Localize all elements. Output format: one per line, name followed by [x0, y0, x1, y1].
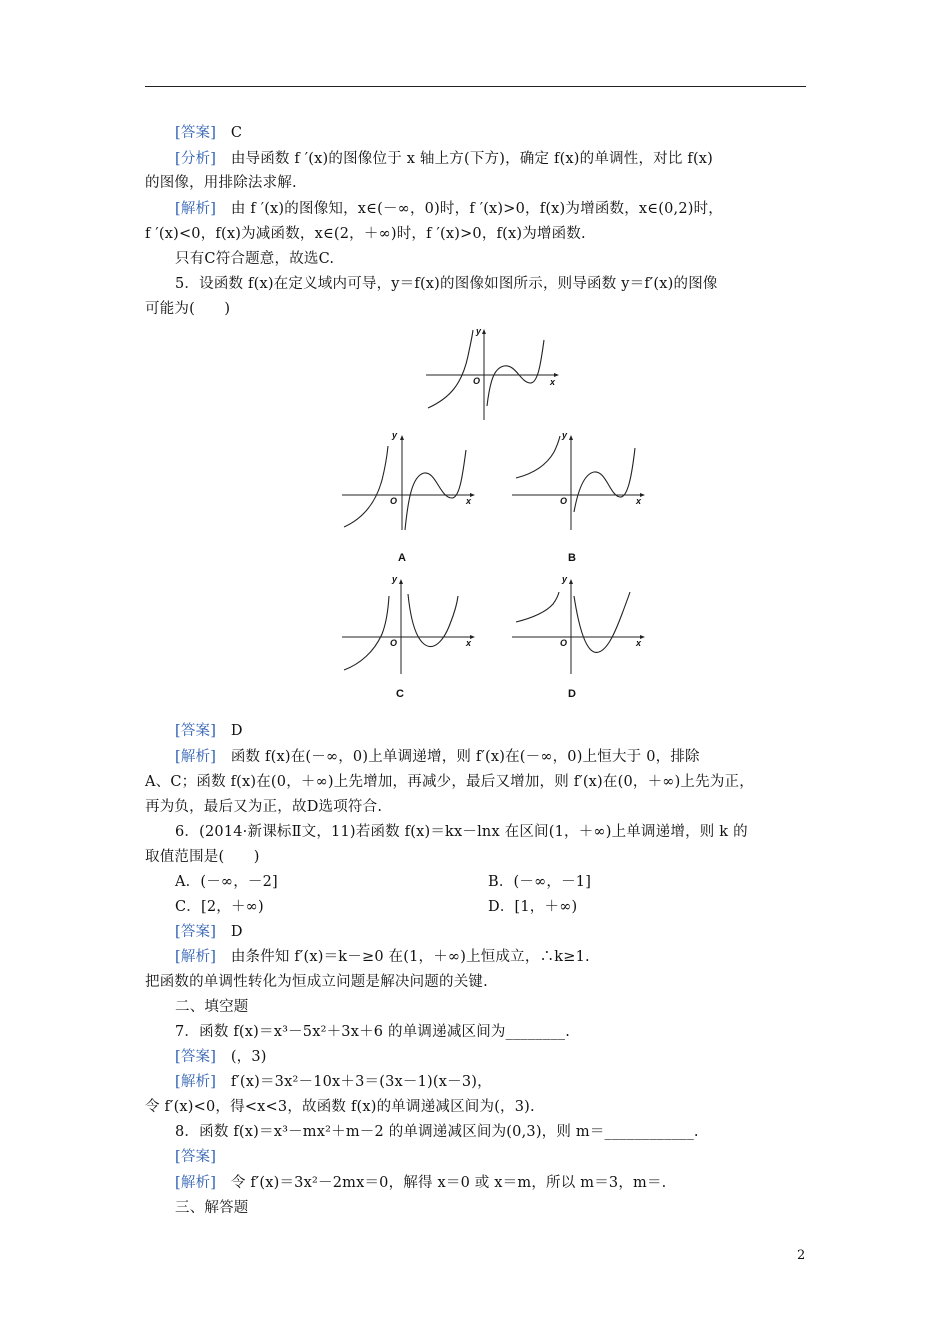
- solution-8: [解析] 令 f′(x)＝3x²－2mx＝0，解得 x＝0 或 x＝m，所以 m＝3，m＝.: [175, 1175, 667, 1191]
- answer-7: [答案] (，3): [175, 1049, 267, 1065]
- solution-7: [解析] f′(x)＝3x²－10x＋3＝(3x－1)(x－3)，: [175, 1074, 492, 1090]
- axis-y-label: y: [392, 430, 398, 440]
- section-tag: [解析]: [175, 749, 217, 765]
- solution-6: [解析] 由条件知 f′(x)＝k－≥0 在(1，＋∞)上恒成立，∴k≥1.: [175, 949, 590, 965]
- axis-y-label: y: [392, 574, 398, 584]
- analysis-4-cont: 的图像，用排除法求解.: [145, 175, 297, 191]
- answer-8: [175, 1148, 216, 1166]
- axis-x-label: x: [636, 496, 642, 506]
- origin-label: O: [560, 496, 568, 506]
- option-c-label: C: [396, 688, 404, 700]
- figure-option-a: [338, 430, 478, 564]
- page-number: 2: [797, 1248, 806, 1263]
- header-rule: [145, 86, 806, 87]
- origin-label: O: [390, 496, 398, 506]
- option-a-label: A: [398, 552, 406, 564]
- option-d-label: D: [568, 688, 576, 700]
- axis-x-label: x: [550, 377, 556, 387]
- question-5: 5．设函数 f(x)在定义域内可导，y＝f(x)的图像如图所示，则导函数 y＝f′(x)的图像: [175, 276, 718, 292]
- section-tag: [答案]: [175, 924, 217, 940]
- axis-x-label: x: [466, 638, 472, 648]
- solution-4: [解析] 由 f ′(x)的图像知，x∈(－∞，0)时，f ′(x)>0，f(x)为增函数，x∈(0,2)时，: [175, 201, 723, 217]
- solution-7-cont: 令 f′(x)<0，得<x<3，故函数 f(x)的单调递减区间为(，3).: [145, 1099, 535, 1115]
- origin-label: O: [560, 638, 568, 648]
- axis-y-label: y: [562, 574, 568, 584]
- question-5-cont: 可能为( ): [145, 301, 231, 317]
- origin-label: O: [390, 638, 398, 648]
- analysis-4: [分析] 由导函数 f ′(x)的图像位于 x 轴上方(下方)，确定 f(x)的单调性，对比 f(x): [175, 151, 714, 167]
- option-6-b: B．(－∞，－1]: [488, 874, 592, 890]
- solution-6-note: 把函数的单调性转化为恒成立问题是解决问题的关键.: [145, 974, 488, 990]
- solution-4-conclusion: 只有C符合题意，故选C.: [175, 251, 335, 267]
- solution-4-cont: f ′(x)<0，f(x)为减函数，x∈(2，＋∞)时，f ′(x)>0，f(x)为增函数.: [145, 226, 586, 242]
- section-tag: [答案]: [175, 1049, 217, 1065]
- section-solve: 三、解答题: [175, 1200, 249, 1216]
- figure-option-d: [508, 574, 648, 700]
- answer-6: [答案] D: [175, 924, 243, 940]
- section-tag: [答案]: [175, 723, 217, 739]
- figure-option-b: [508, 430, 648, 564]
- option-6-a: A．(－∞，－2]: [175, 874, 278, 890]
- answer-4: [答案] C: [175, 125, 243, 141]
- question-7: 7．函数 f(x)＝x³－5x²＋3x＋6 的单调递减区间为________.: [175, 1024, 571, 1040]
- section-tag: [分析]: [175, 151, 217, 167]
- option-6-d: D．[1，＋∞): [488, 899, 578, 915]
- axis-x-label: x: [466, 496, 472, 506]
- section-tag: [答案]: [175, 125, 217, 141]
- question-8: 8．函数 f(x)＝x³－mx²＋m－2 的单调递减区间为(0,3)，则 m＝____________.: [175, 1124, 699, 1140]
- origin-label: O: [473, 376, 481, 386]
- question-6: 6．(2014·新课标Ⅱ文，11)若函数 f(x)＝kx－lnx 在区间(1，＋∞)上单调递增，则 k 的: [175, 824, 748, 840]
- section-tag: [解析]: [175, 1074, 217, 1090]
- section-tag: [解析]: [175, 949, 217, 965]
- section-tag: [解析]: [175, 201, 217, 217]
- question-6-cont: 取值范围是( ): [145, 849, 260, 865]
- section-tag: [解析]: [175, 1175, 217, 1191]
- solution-5-cont: A、C；函数 f(x)在(0，＋∞)上先增加，再减少，最后又增加，则 f′(x)在(0，＋∞)上先为正，: [145, 774, 754, 790]
- option-b-label: B: [568, 552, 576, 564]
- solution-5: [解析] 函数 f(x)在(－∞，0)上单调递增，则 f′(x)在(－∞，0)上恒大于 0，排除: [175, 749, 700, 765]
- figure-option-c: [338, 574, 478, 700]
- section-tag: [答案]: [175, 1149, 217, 1165]
- answer-5: [答案] D: [175, 723, 243, 739]
- axis-x-label: x: [636, 638, 642, 648]
- section-fill-blank: 二、填空题: [175, 999, 249, 1015]
- solution-5-conclusion: 再为负，最后又为正，故D选项符合.: [145, 799, 383, 815]
- option-6-c: C．[2，＋∞): [175, 899, 264, 915]
- axis-y-label: y: [562, 430, 568, 440]
- figure-fx-graph: [420, 326, 560, 426]
- axis-y-label: y: [476, 326, 482, 336]
